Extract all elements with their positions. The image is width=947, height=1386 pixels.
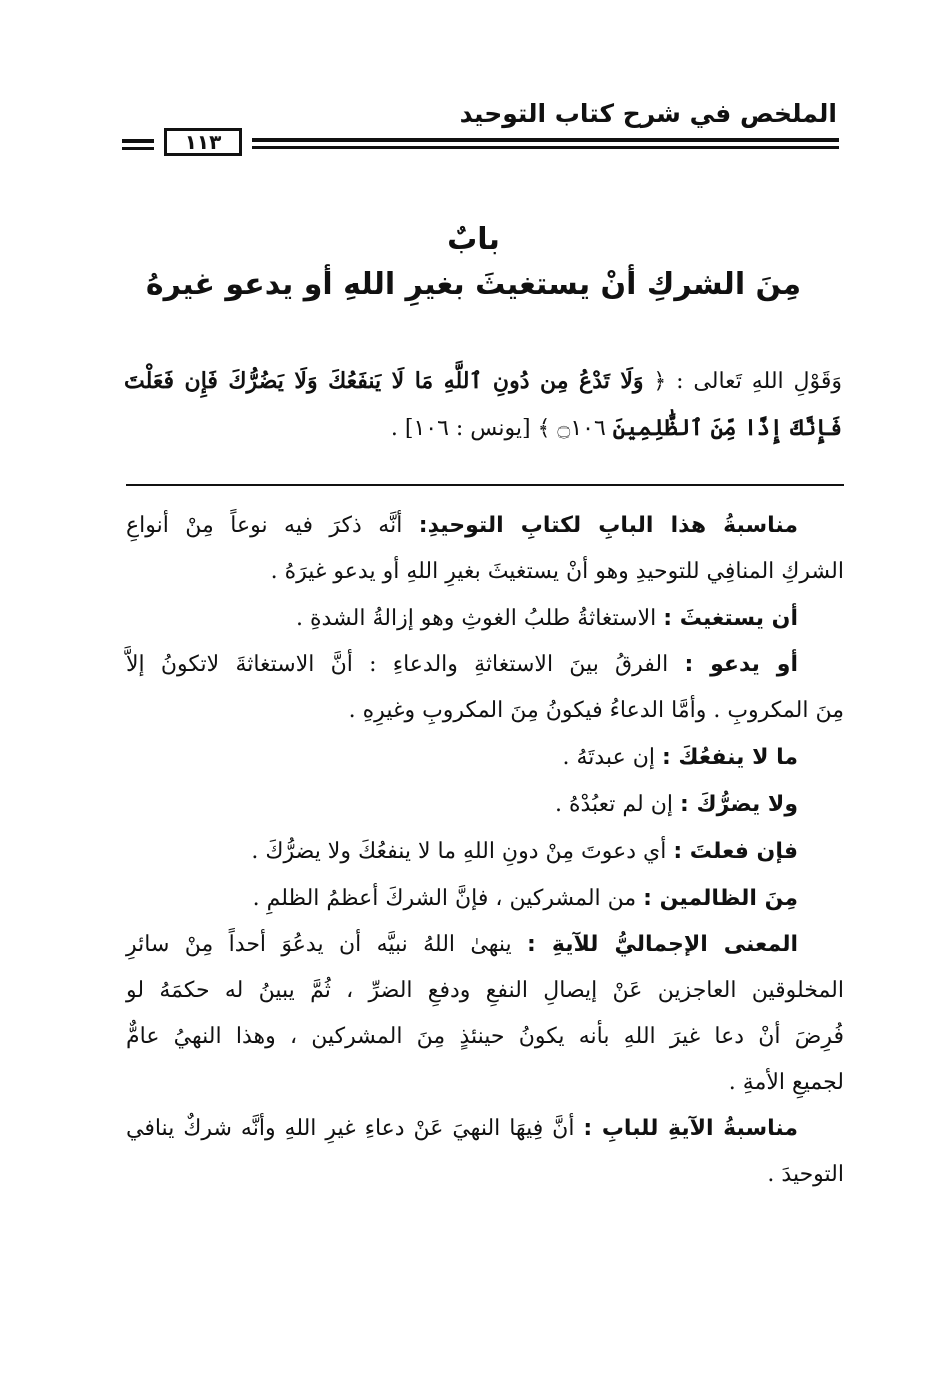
paragraph-general-meaning xyxy=(126,922,844,1106)
verse-text-line-1: وَلَا تَدْعُ مِن دُونِ ٱللَّهِ مَا لَا يَنفَعُكَ وَلَا يَضُرُّكَ فَإِن فَعَلْتَ xyxy=(124,368,644,394)
term-label: ولا يضرُّكَ : xyxy=(680,792,798,817)
quran-verse-block xyxy=(124,358,842,452)
paragraph-text: الشركِ المنافِي للتوحيدِ وهو أنْ يستغيثَ بغيرِ اللهِ أو يدعو غيرَهُ . xyxy=(270,559,844,584)
term-label: أن يستغيثَ : xyxy=(663,606,798,631)
running-header-title: الملخص في شرح كتاب التوحيد xyxy=(459,99,837,128)
paragraph-text: أنَّ فِيهَا النهيَ عَنْ دعاءِ غيرِ اللهِ وأنَّه شركٌ ينافي xyxy=(126,1116,575,1141)
paragraph-text: ينهىٰ اللهُ نبيَّه أن يدعُوَ أحداً مِنْ سائرِ xyxy=(126,932,512,957)
paragraph-gloss-la-yadurruk xyxy=(126,781,844,828)
rule-thin-line xyxy=(252,146,839,149)
term-label: أو يدعو : xyxy=(684,652,799,677)
verse-intro: وَقَوْلِ اللهِ تَعالى : xyxy=(676,369,842,394)
paragraph-text: من المشركين ، فإنَّ الشركَ أعظمُ الظلمِ . xyxy=(252,886,637,911)
term-label: ما لا ينفعُكَ : xyxy=(661,745,798,770)
paragraph-gloss-fain-faalta xyxy=(126,828,844,875)
paragraph-text: لجميعِ الأمةِ . xyxy=(728,1070,844,1095)
chapter-title: مِنَ الشركِ أنْ يستغيثَ بغيرِ اللهِ أو يدعو غيرهُ xyxy=(145,267,802,302)
paragraph-gloss-yadu xyxy=(126,642,844,734)
header-rule xyxy=(122,128,839,158)
rule-left-stub xyxy=(122,139,154,143)
paragraph-chapter-relevance xyxy=(126,503,844,595)
verse-reference: [يونس : ١٠٦] . xyxy=(390,416,531,441)
section-divider xyxy=(126,484,844,486)
page-number: ١١٣ xyxy=(164,128,242,156)
term-label: مناسبةُ هذا البابِ لكتابِ التوحيدِ: xyxy=(418,513,799,538)
term-label: مِنَ الظالمين : xyxy=(643,886,798,911)
chapter-label: بابٌ xyxy=(447,222,500,257)
verse-line-2 xyxy=(124,405,842,452)
paragraph-text: المخلوقين العاجزين عَنْ إيصالِ النفعِ ودفعِ الضرِّ ، ثُمَّ يبينُ له حكمَهُ لو xyxy=(126,978,844,1003)
ayah-number-mark: ۝١٠٦ xyxy=(557,416,606,441)
paragraph-text: إن لم تعبُدْهُ . xyxy=(554,792,674,817)
verse-line-1 xyxy=(124,358,842,405)
paragraph-text: مِنَ المكروبِ . وأمَّا الدعاءُ فيكونُ مِنَ المكروبِ وغيرِهِ . xyxy=(348,698,844,723)
verse-open-bracket: ﴿ xyxy=(653,369,667,394)
paragraph-text: الفرقُ بينَ الاستغاثةِ والدعاءِ : أنَّ الاستغاثةَ لاتكونُ إلاَّ xyxy=(126,652,669,677)
paragraph-verse-relevance xyxy=(126,1106,844,1198)
paragraph-text: فُرِضَ أنْ دعا غيرَ اللهِ بأنه يكونُ حينئذٍ مِنَ المشركين ، وهذا النهيُ عامٌّ xyxy=(126,1024,844,1049)
paragraph-text: الاستغاثةُ طلبُ الغوثِ وهو إزالةُ الشدةِ . xyxy=(295,606,657,631)
term-label: فإن فعلتَ : xyxy=(673,839,798,864)
verse-close-bracket: ﴾ xyxy=(537,416,551,441)
paragraph-text: التوحيدَ . xyxy=(767,1162,844,1187)
commentary-body xyxy=(126,503,844,1198)
rule-thick-line xyxy=(252,138,839,142)
term-label: المعنى الإجماليُّ للآيةِ : xyxy=(527,932,798,957)
term-label: مناسبةُ الآيةِ للبابِ : xyxy=(583,1116,798,1141)
paragraph-text: أي دعوتَ مِنْ دونِ اللهِ ما لا ينفعُكَ ولا يضرُّكَ . xyxy=(251,839,667,864)
paragraph-text: إن عبدتَهُ . xyxy=(562,745,655,770)
paragraph-gloss-yastaghith xyxy=(126,595,844,642)
paragraph-text: أنَّه ذكرَ فيه نوعاً مِنْ أنواعِ xyxy=(126,513,403,538)
verse-text-line-2: فَإِنَّكَ إِذًا مِّنَ ٱلظَّٰلِمِينَ xyxy=(612,415,842,441)
paragraph-gloss-la-yanfauk xyxy=(126,734,844,781)
paragraph-gloss-zalimin xyxy=(126,875,844,922)
